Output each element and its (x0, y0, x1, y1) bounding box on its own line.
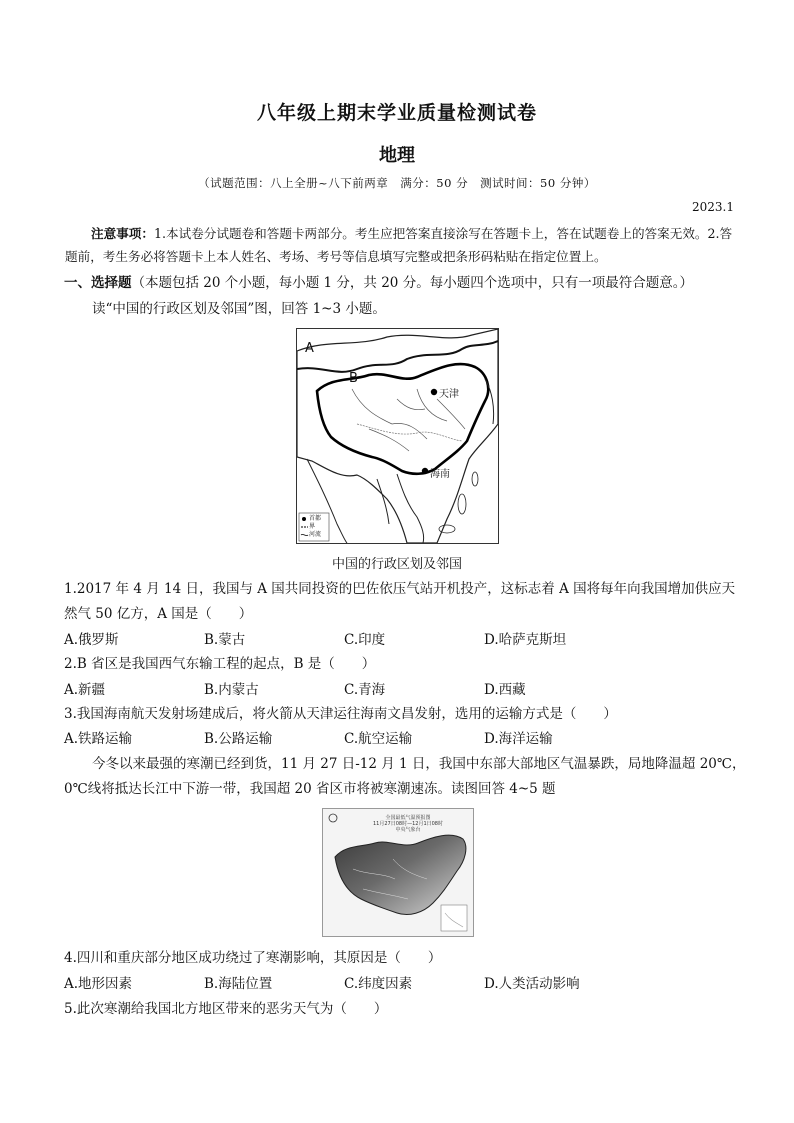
q1-option-a[interactable]: A.俄罗斯 (64, 632, 119, 648)
legend-capital: 首都 (309, 515, 322, 522)
q2-option-a[interactable]: A.新疆 (64, 682, 106, 698)
q1-option-b[interactable]: B.蒙古 (204, 632, 246, 648)
intro-1: 读“中国的行政区划及邻国”图，回答 1~3 小题。 (92, 301, 386, 317)
q2-option-b[interactable]: B.内蒙古 (204, 682, 259, 698)
exam-date: 2023.1 (692, 200, 734, 214)
q4-stem: 4.四川和重庆部分地区成功绕过了寒潮影响，其原因是（ ） (64, 950, 442, 966)
map-label-hainan: 海南 (430, 469, 450, 480)
cold-wave-map-header (363, 815, 453, 833)
q4-option-a[interactable]: A.地形因素 (64, 976, 133, 992)
notice-text: 1.本试卷分试题卷和答题卡两部分。考生应把答案直接涂写在答题卡上，答在试题卷上的答案无效。2.答题前，考生务必将答题卡上本人姓名、考场、考号等信息填写完整或把条形码粘贴在指定位置上。 (65, 226, 733, 264)
q1-option-c[interactable]: C.印度 (344, 632, 386, 648)
q1-stem-line2: 然气 50 亿方，A 国是（ ） (64, 606, 253, 622)
map-label-b: B (349, 371, 358, 386)
cold-wave-map-source: 中央气象台 (395, 827, 421, 833)
q2-option-c[interactable]: C.青海 (344, 682, 386, 698)
q4-option-c[interactable]: C.纬度因素 (344, 976, 413, 992)
china-admin-map (296, 328, 499, 544)
q3-options (64, 727, 744, 747)
section-1-desc: （本题包括 20 个小题，每小题 1 分，共 20 分。每小题四个选项中，只有一项最符合题意。） (131, 275, 693, 291)
q5-stem: 5.此次寒潮给我国北方地区带来的恶劣天气为（ ） (64, 1001, 388, 1017)
q3-option-a[interactable]: A.铁路运输 (64, 731, 133, 747)
section-1-label: 一、选择题 (64, 275, 132, 291)
intro-2-line1: 今冬以来最强的寒潮已经到货，11 月 27 日-12 月 1 日，我国中东部大部地区气温暴跌，局地降温超 20℃， (92, 756, 746, 772)
legend-border: 界 (309, 523, 316, 530)
legend-river: 河流 (309, 531, 322, 538)
q2-stem: 2.B 省区是我国西气东输工程的起点，B 是（ ） (64, 656, 376, 672)
cold-wave-map-title: 全国最低气温预报图 (385, 815, 431, 821)
q3-option-c[interactable]: C.航空运输 (344, 731, 413, 747)
q4-option-d[interactable]: D.人类活动影响 (484, 976, 580, 992)
notice-block (65, 222, 735, 268)
cold-wave-map (322, 808, 474, 937)
subject-title: 地理 (379, 145, 415, 166)
map-label-a: A (305, 341, 314, 356)
map-label-tianjin: 天津 (439, 389, 459, 400)
q4-option-b[interactable]: B.海陆位置 (204, 976, 273, 992)
notice-label: 注意事项： (91, 226, 154, 241)
q3-stem: 3.我国海南航天发射场建成后，将火箭从天津运往海南文昌发射，选用的运输方式是（ ） (64, 706, 617, 722)
section-1-heading (64, 271, 693, 291)
cold-wave-map-subtitle: 11月27日08时—12月1日08时 (373, 821, 443, 827)
q1-option-d[interactable]: D.哈萨克斯坦 (484, 632, 567, 648)
exam-scope: （试题范围：八上全册~八下前两章 满分：50 分 测试时间：50 分钟） (198, 176, 596, 190)
intro-2-line2: 0℃线将抵达长江中下游一带，我国超 20 省区市将被寒潮速冻。读图回答 4~5 题 (64, 781, 556, 797)
map-legend (309, 515, 321, 539)
q4-options (64, 972, 744, 992)
map-1-caption: 中国的行政区划及邻国 (331, 557, 462, 572)
q1-options (64, 628, 744, 648)
q3-option-b[interactable]: B.公路运输 (204, 731, 273, 747)
q3-option-d[interactable]: D.海洋运输 (484, 731, 553, 747)
q2-option-d[interactable]: D.西藏 (484, 682, 526, 698)
page-title: 八年级上期末学业质量检测试卷 (256, 102, 537, 124)
q2-options (64, 678, 744, 698)
china-admin-map-svg (297, 329, 498, 543)
q1-stem-line1: 1.2017 年 4 月 14 日，我国与 A 国共同投资的巴佐依压气站开机投产，这标志着 A 国将每年向我国增加供应天 (64, 581, 736, 597)
